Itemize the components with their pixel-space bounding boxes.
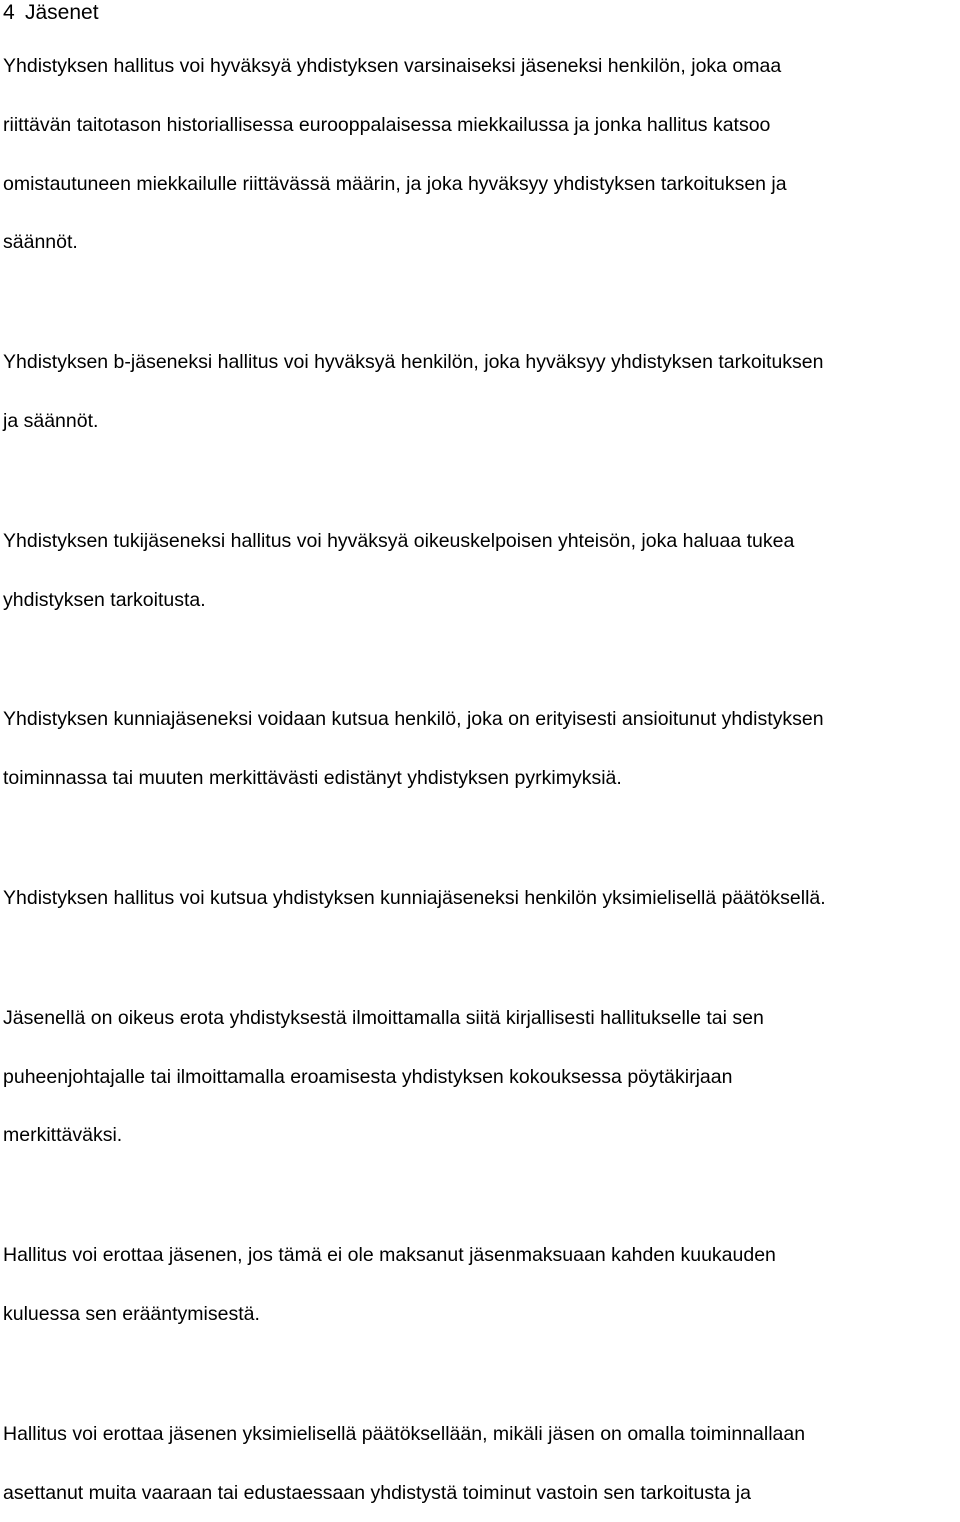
paragraph-resignation [3, 989, 960, 1165]
document-page [3, 0, 960, 1522]
paragraph-line: Yhdistyksen tukijäseneksi hallitus voi hyväksyä oikeuskelpoisen yhteisön, joka haluaa tukea [3, 529, 795, 552]
paragraph-line: puheenjohtajalle tai ilmoittamalla eroamisesta yhdistyksen kokouksessa pöytäkirjaan [3, 1065, 733, 1088]
paragraph-line: ja säännöt. [3, 409, 99, 432]
paragraph-line: kuluessa sen erääntymisestä. [3, 1302, 260, 1325]
section-heading [3, 0, 960, 25]
paragraph-line: omistautuneen miekkailulle riittävässä määrin, ja joka hyväksyy yhdistyksen tarkoituksen ja [3, 172, 787, 195]
paragraph-line: säännöt. [3, 231, 78, 254]
paragraph-line: riittävän taitotason historiallisessa eurooppalaisessa miekkailussa ja jonka hallitus katsoo [3, 113, 771, 136]
paragraph-honorary-invitation [3, 869, 960, 928]
paragraph-expulsion-fees [3, 1226, 960, 1344]
paragraph-line: yhdistyksen tarkoitusta. [3, 588, 206, 611]
paragraph-b-members [3, 333, 960, 451]
section-number: 4 [3, 1, 15, 24]
paragraph-line: Yhdistyksen b-jäseneksi hallitus voi hyväksyä henkilön, joka hyväksyy yhdistyksen tarkoituksen [3, 351, 824, 374]
paragraph-line: Yhdistyksen kunniajäseneksi voidaan kutsua henkilö, joka on erityisesti ansioitunut yhdistyksen [3, 708, 824, 731]
paragraph-supporting-members [3, 512, 960, 630]
paragraph-expulsion-conduct [3, 1405, 960, 1522]
paragraph-line: Yhdistyksen hallitus voi kutsua yhdistyksen kunniajäseneksi henkilön yksimielisellä päätöksellä. [3, 886, 826, 909]
paragraph-line: Hallitus voi erottaa jäsenen, jos tämä ei ole maksanut jäsenmaksuaan kahden kuukauden [3, 1244, 776, 1267]
paragraph-line: Jäsenellä on oikeus erota yhdistyksestä ilmoittamalla siitä kirjallisesti hallitukselle tai sen [3, 1006, 764, 1029]
paragraph-line: asettanut muita vaaraan tai edustaessaan yhdistystä toiminut vastoin sen tarkoitusta ja [3, 1481, 751, 1504]
paragraph-regular-members [3, 37, 960, 272]
paragraph-line: toiminnassa tai muuten merkittävästi edistänyt yhdistyksen pyrkimyksiä. [3, 767, 622, 790]
paragraph-line: Yhdistyksen hallitus voi hyväksyä yhdistyksen varsinaiseksi jäseneksi henkilön, joka omaa [3, 55, 782, 77]
section-title: Jäsenet [25, 1, 99, 24]
paragraph-line: Hallitus voi erottaa jäsenen yksimielisellä päätöksellään, mikäli jäsen on omalla toiminnallaan [3, 1422, 806, 1445]
paragraph-honorary-members [3, 690, 960, 808]
paragraph-line: merkittäväksi. [3, 1124, 123, 1147]
